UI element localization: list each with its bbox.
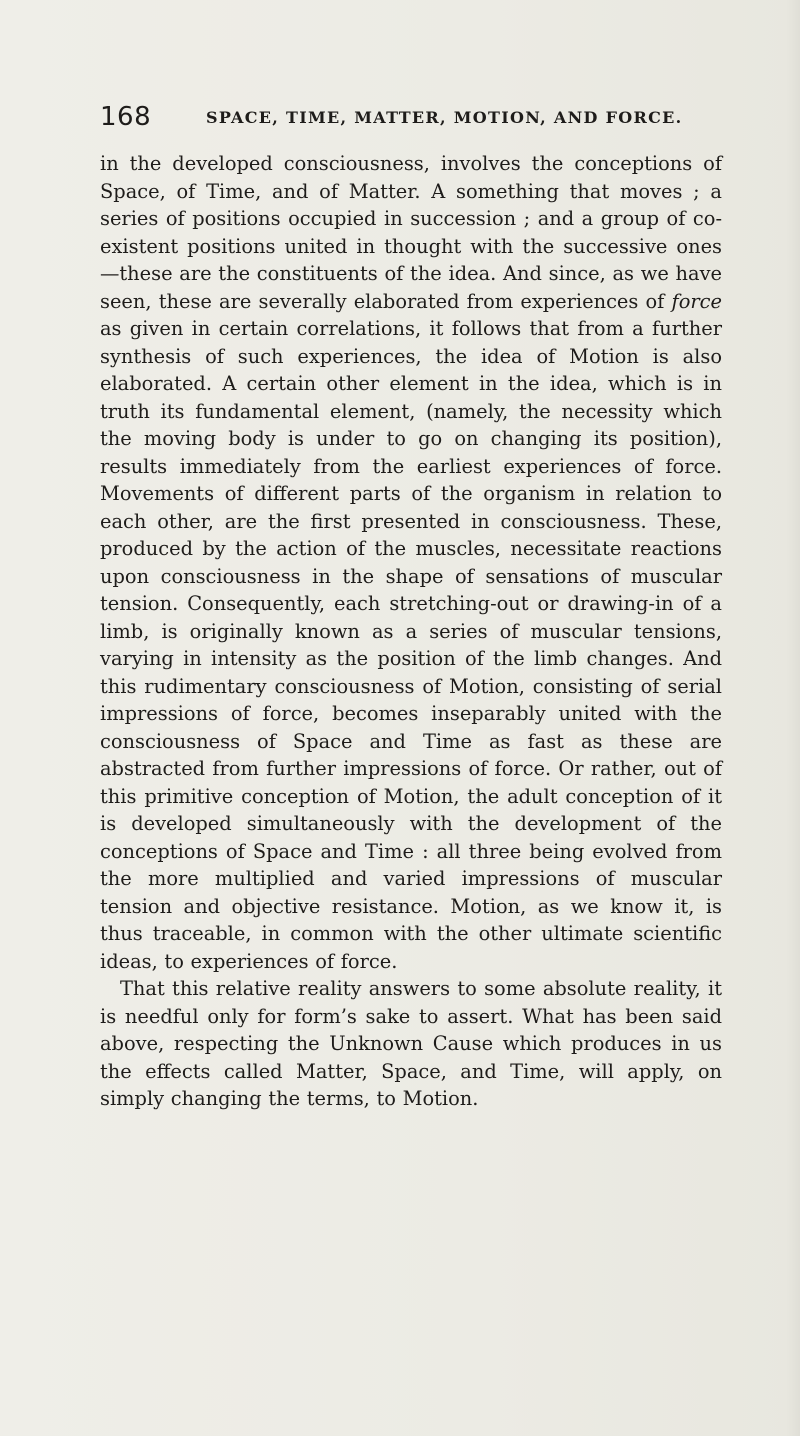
body-text	[100, 150, 722, 1113]
running-title: SPACE, TIME, MATTER, MOTION, AND FORCE.	[206, 108, 683, 127]
paragraph	[100, 150, 722, 975]
page-edge-shadow	[786, 0, 800, 1436]
running-head	[100, 100, 720, 140]
paragraph-text: in the developed consciousness, involves the conceptions of Space, of Time, and of Matter. A something that moves ; a series of positions occupied in succession ; and a group of co-existent positions united in thought with the successive ones —these are the constituents of the idea. And since, as we have seen, these are severally elaborated from experiences of	[100, 152, 722, 313]
page-number: 168	[100, 102, 152, 132]
paragraph: That this relative reality answers to some absolute reality, it is needful only for form’s sake to assert. What has been said above, respecting the Unknown Cause which produces in us the effects called Matter, Space, and Time, will apply, on simply changing the terms, to Motion.	[100, 977, 722, 1110]
italic-word: force	[671, 289, 722, 313]
paragraph-text: as given in certain correlations, it follows that from a further synthesis of such experiences, the idea of Motion is also elaborated. A certain other element in the idea, which is in truth its fundamental element, (namely, the necessity which the moving body is under to go on changing its position), results immediately from the earliest experiences of force. Movements of different parts of the organism in relation to each other, are the first presented in consciousness. These, produced by the action of the muscles, necessitate reactions upon consciousness in the shape of sensations of muscular tension. Consequently, each stretching-out or drawing-in of a limb, is originally known as a series of muscular tensions, varying in intensity as the position of the limb changes. And this rudimentary consciousness of Motion, consisting of serial impressions of force, becomes inseparably united with the consciousness of Space and Time as fast as these are abstracted from further impressions of force. Or rather, out of this primitive conception of Motion, the adult conception of it is developed simultaneously with the development of the conceptions of Space and Time : all three being evolved from the more multiplied and varied impressions of muscular tension and objective resistance. Motion, as we know it, is thus traceable, in common with the other ultimate scientific ideas, to experiences of force.	[100, 317, 722, 973]
